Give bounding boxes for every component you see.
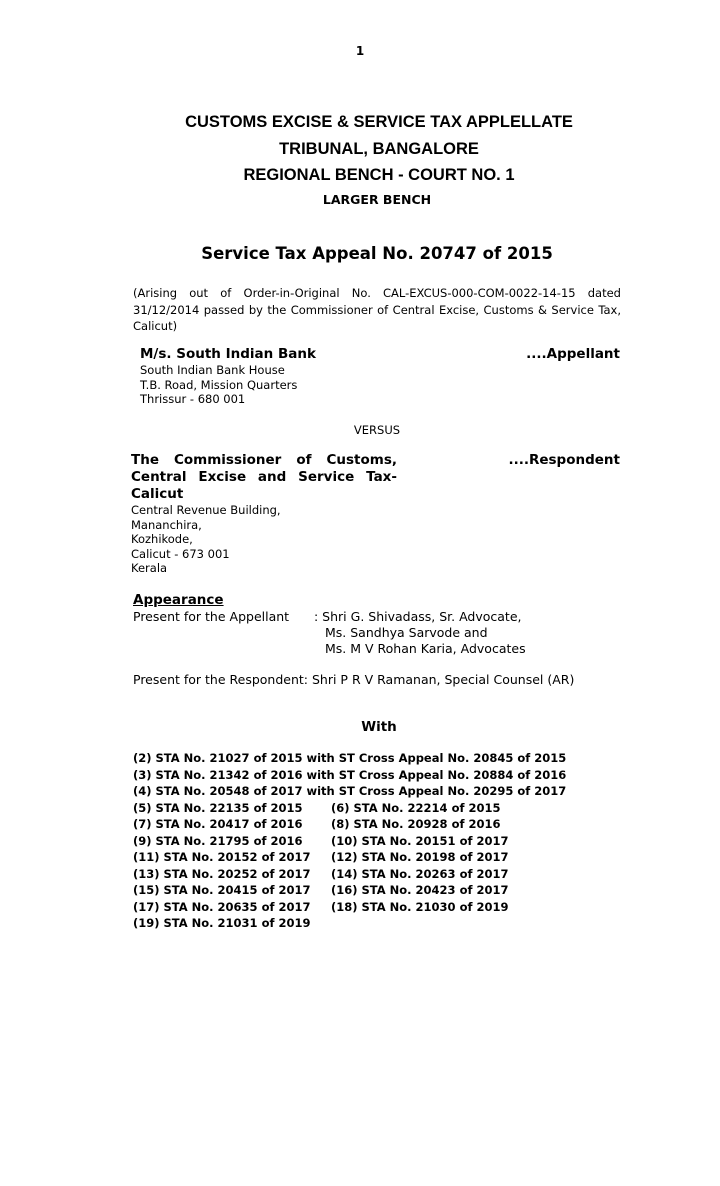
appellant-counsel-line: Ms. M V Rohan Karia, Advocates bbox=[325, 641, 526, 656]
respondent-address-line: Kerala bbox=[131, 561, 168, 575]
appellant-address bbox=[140, 363, 297, 407]
tribunal-title-line2: TRIBUNAL, BANGALORE bbox=[279, 140, 479, 158]
versus-label: VERSUS bbox=[353, 423, 401, 437]
connected-appeals-list bbox=[133, 750, 566, 932]
list-item: (11) STA No. 20152 of 2017 bbox=[133, 850, 311, 864]
appellant-address-line: T.B. Road, Mission Quarters bbox=[140, 377, 298, 392]
respondent-address-line: Calicut - 673 001 bbox=[131, 546, 230, 561]
list-item: (10) STA No. 20151 of 2017 bbox=[331, 833, 509, 848]
list-row bbox=[133, 882, 566, 899]
page-number: 1 bbox=[355, 44, 365, 58]
list-row bbox=[133, 800, 566, 817]
list-item: (2) STA No. 21027 of 2015 with ST Cross Appeal No. 20845 of 2015 bbox=[133, 751, 567, 765]
appellant-counsel-line: Ms. Sandhya Sarvode and bbox=[325, 625, 488, 640]
appearance-heading: Appearance bbox=[133, 592, 224, 608]
list-row bbox=[133, 866, 566, 883]
list-item: (19) STA No. 21031 of 2019 bbox=[133, 916, 311, 930]
appellant-name: M/s. South Indian Bank bbox=[140, 346, 316, 362]
list-row bbox=[133, 833, 566, 850]
list-row bbox=[133, 899, 566, 916]
tribunal-title-line3: REGIONAL BENCH - COURT NO. 1 bbox=[243, 166, 515, 184]
list-item: (8) STA No. 20928 of 2016 bbox=[331, 817, 501, 831]
respondent-present-line: Present for the Respondent: Shri P R V Ramanan, Special Counsel (AR) bbox=[133, 672, 575, 687]
list-item: (18) STA No. 21030 of 2019 bbox=[331, 899, 509, 914]
list-row bbox=[133, 849, 566, 866]
list-row bbox=[133, 915, 566, 932]
arising-note: (Arising out of Order-in-Original No. CAL-EXCUS-000-COM-0022-14-15 dated 31/12/2014 passed by the Commissioner of Central Excise, Customs & Service Tax, Calicut) bbox=[133, 286, 621, 333]
list-item: (7) STA No. 20417 of 2016 bbox=[133, 817, 303, 831]
list-item: (13) STA No. 20252 of 2017 bbox=[133, 866, 311, 881]
list-item: (12) STA No. 20198 of 2017 bbox=[331, 850, 509, 864]
list-row bbox=[133, 816, 566, 833]
respondent-address-line: Kozhikode, bbox=[131, 532, 193, 546]
respondent-address bbox=[131, 503, 281, 576]
list-item: (17) STA No. 20635 of 2017 bbox=[133, 899, 311, 914]
list-item: (15) STA No. 20415 of 2017 bbox=[133, 883, 311, 897]
respondent-address-line: Mananchira, bbox=[131, 517, 202, 532]
with-heading: With bbox=[361, 719, 397, 735]
respondent-name: The Commissioner of Customs, Central Excise and Service Tax-Calicut bbox=[131, 452, 397, 502]
tribunal-title-line1: CUSTOMS EXCISE & SERVICE TAX APPLELLATE bbox=[185, 113, 573, 131]
list-item: (4) STA No. 20548 of 2017 with ST Cross Appeal No. 20295 of 2017 bbox=[133, 784, 567, 798]
appeal-number: Service Tax Appeal No. 20747 of 2015 bbox=[201, 244, 553, 263]
list-item: (9) STA No. 21795 of 2016 bbox=[133, 833, 303, 848]
appellant-role: ....Appellant bbox=[526, 346, 620, 362]
bench-subtitle: LARGER BENCH bbox=[322, 192, 432, 207]
list-item: (14) STA No. 20263 of 2017 bbox=[331, 866, 509, 881]
list-item: (3) STA No. 21342 of 2016 with ST Cross Appeal No. 20884 of 2016 bbox=[133, 767, 567, 782]
list-item: (5) STA No. 22135 of 2015 bbox=[133, 800, 303, 815]
appellant-present-label: Present for the Appellant bbox=[133, 609, 290, 624]
appellant-address-line: South Indian Bank House bbox=[140, 363, 285, 377]
respondent-address-line: Central Revenue Building, bbox=[131, 503, 281, 517]
appellant-address-line: Thrissur - 680 001 bbox=[140, 392, 246, 406]
list-item: (16) STA No. 20423 of 2017 bbox=[331, 883, 509, 897]
respondent-role: ....Respondent bbox=[508, 452, 620, 468]
list-item: (6) STA No. 22214 of 2015 bbox=[331, 800, 501, 815]
appellant-counsel-line: : Shri G. Shivadass, Sr. Advocate, bbox=[314, 609, 522, 624]
